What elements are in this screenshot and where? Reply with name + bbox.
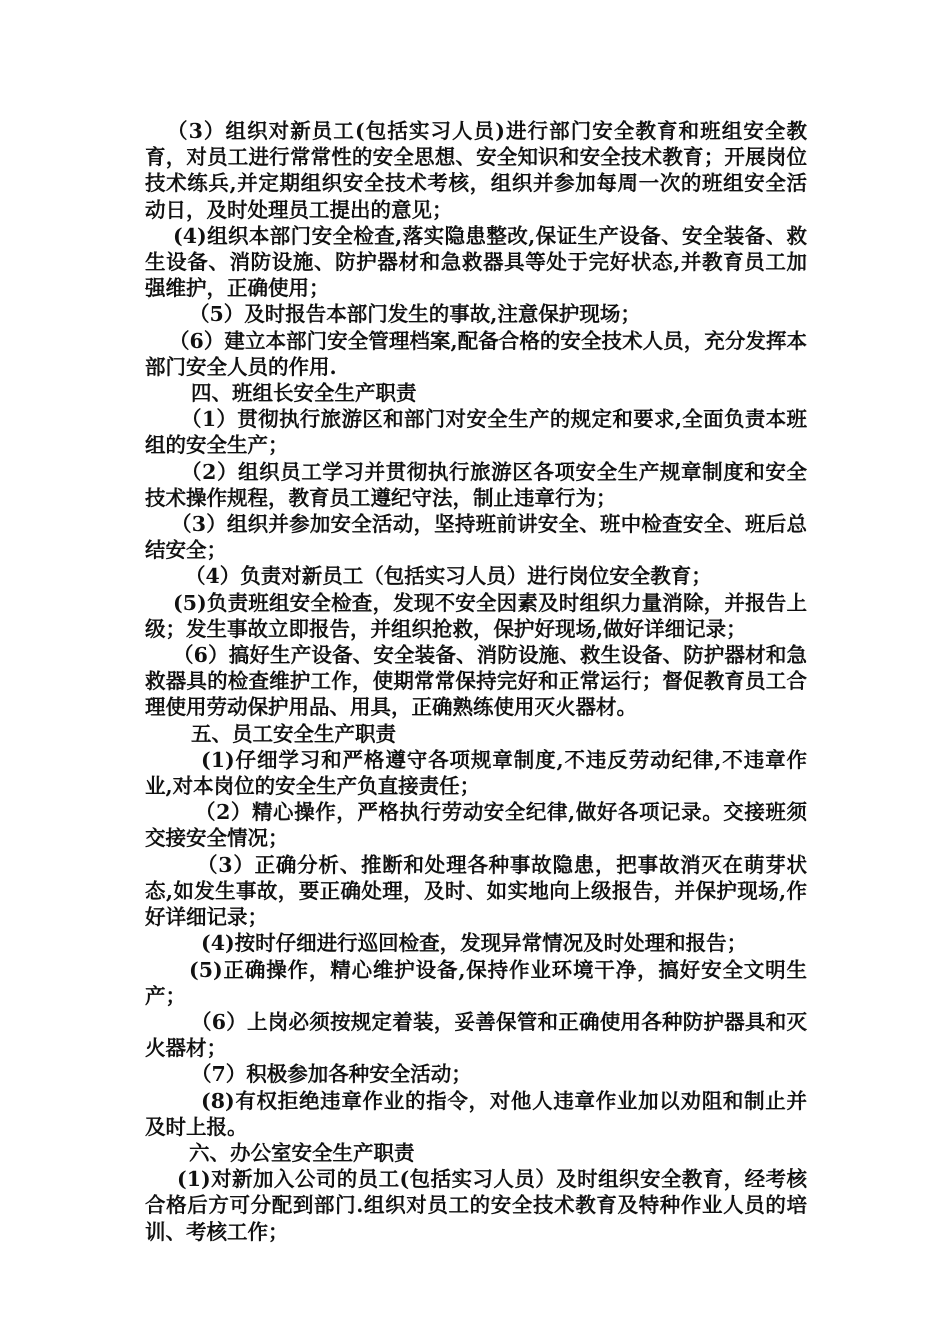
employee-item-7: （7）积极参加各种安全活动； <box>191 1062 472 1087</box>
section-heading-employee: 五、员工安全生产职责 <box>191 721 396 746</box>
paragraph-5-report: （5）及时报告本部门发生的事故,注意保护现场； <box>189 302 641 327</box>
employee-item-8: (8)有权拒绝违章作业的指令，对他人违章作业加以劝阻和制止并及时上报。 <box>145 1088 807 1139</box>
section-heading-office: 六、办公室安全生产职责 <box>189 1140 415 1165</box>
section-heading-team-leader: 四、班组长安全生产职责 <box>191 381 417 406</box>
paragraph-3-training: （3）组织对新员工(包括实习人员)进行部门安全教育和班组安全教育，对员工进行常常性的安全思想、安全知识和安全技术教育；开展岗位技术练兵,并定期组织安全技术考核，组织并参加每周一次的班组安全活动日，及时处理员工提出的意见； <box>145 119 807 222</box>
document-page <box>145 118 807 1245</box>
team-leader-item-2: （2）组织员工学习并贯彻执行旅游区各项安全生产规章制度和安全技术操作规程，教育员工遵纪守法，制止违章行为； <box>145 459 807 510</box>
employee-item-2: （2）精心操作，严格执行劳动安全纪律,做好各项记录。交接班须交接安全情况； <box>145 800 807 851</box>
team-leader-item-1: （1）贯彻执行旅游区和部门对安全生产的规定和要求,全面负责本班组的安全生产； <box>145 407 807 458</box>
paragraph-4-inspection: (4)组织本部门安全检查,落实隐患整改,保证生产设备、安全装备、救生设备、消防设施、防护器材和急救器具等处于完好状态,并教育员工加强维护，正确使用； <box>145 223 807 301</box>
employee-item-1: (1)仔细学习和严格遵守各项规章制度,不违反劳动纪律,不违章作业,对本岗位的安全生产负直接责任； <box>145 747 807 799</box>
employee-item-6: （6）上岗必须按规定着装，妥善保管和正确使用各种防护器具和灭火器材； <box>145 1009 807 1061</box>
team-leader-item-3: （3）组织并参加安全活动，坚持班前讲安全、班中检查安全、班后总结安全； <box>145 512 807 563</box>
team-leader-item-4: （4）负责对新员工（包括实习人员）进行岗位安全教育； <box>185 564 712 589</box>
team-leader-item-5: (5)负责班组安全检查，发现不安全因素及时组织力量消除，并报告上级；发生事故立即报告，并组织抢救，保护好现场,做好详细记录； <box>145 590 807 641</box>
office-item-1: (1)对新加入公司的员工(包括实习人员）及时组织安全教育，经考核合格后方可分配到部门.组织对员工的安全技术教育及特种作业人员的培训、考核工作； <box>145 1167 807 1244</box>
paragraph-6-archive: （6）建立本部门安全管理档案,配备合格的安全技术人员，充分发挥本部门安全人员的作用. <box>145 328 807 379</box>
employee-item-5: (5)正确操作，精心维护设备,保持作业环境干净，搞好安全文明生产； <box>145 957 807 1008</box>
employee-item-4: (4)按时仔细进行巡回检查，发现异常情况及时处理和报告； <box>201 931 748 956</box>
employee-item-3: （3）正确分析、推断和处理各种事故隐患，把事故消灭在萌芽状态,如发生事故，要正确处理，及时、如实地向上级报告，并保护现场,作好详细记录； <box>145 852 807 930</box>
team-leader-item-6: （6）搞好生产设备、安全装备、消防设施、救生设备、防护器材和急救器具的检查维护工作，使期常常保持完好和正常运行；督促教育员工合理使用劳动保护用品、用具，正确熟练使用灭火器材。 <box>145 643 807 720</box>
